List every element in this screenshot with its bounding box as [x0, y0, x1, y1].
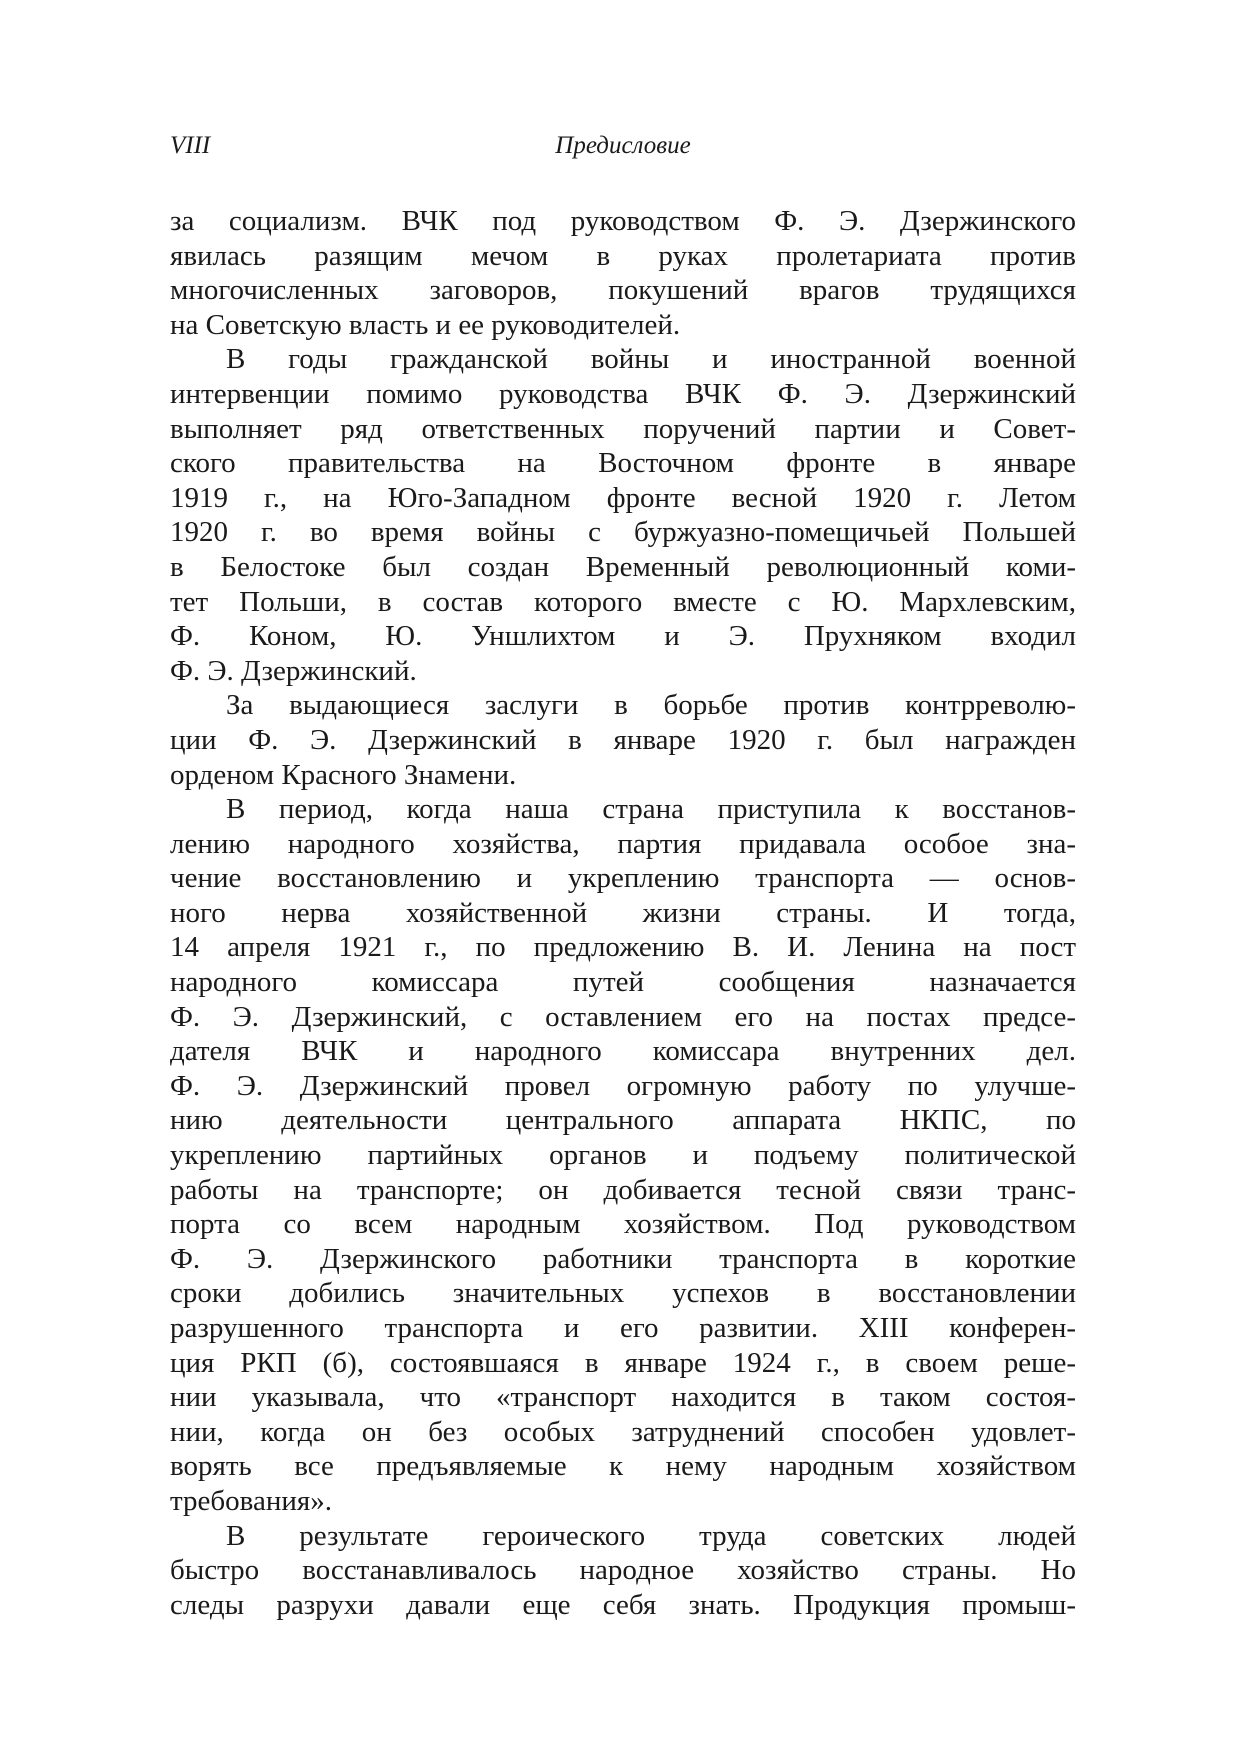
text-line: В период, когда наша страна приступила к восстанов- — [226, 793, 1076, 826]
text-line: лению народного хозяйства, партия придавала особое зна- — [170, 827, 1076, 860]
paragraph — [170, 1519, 1076, 1623]
text-line: нию деятельности центрального аппарата НКПС, по — [170, 1104, 1076, 1137]
text-line: за социализм. ВЧК под руководством Ф. Э. Дзержинского — [170, 205, 1076, 237]
text-line: интервенции помимо руководства ВЧК Ф. Э. Дзержинский — [170, 377, 1076, 410]
text-line: ного нерва хозяйственной жизни страны. И тогда, — [170, 896, 1076, 929]
text-line: выполняет ряд ответственных поручений партии и Совет- — [170, 412, 1076, 445]
page-number: VIII — [170, 132, 211, 159]
text-line: порта со всем народным хозяйством. Под руководством — [170, 1208, 1076, 1241]
text-line: За выдающиеся заслуги в борьбе против контрреволю- — [226, 689, 1076, 722]
text-line: сроки добились значительных успехов в восстановлении — [170, 1277, 1076, 1310]
text-line: следы разрухи давали еще себя знать. Продукция промыш- — [170, 1588, 1076, 1621]
text-line: 1920 г. во время войны с буржуазно-помещичьей Польшей — [170, 516, 1076, 549]
text-line: Ф. Э. Дзержинского работники транспорта в короткие — [170, 1242, 1076, 1275]
text-line: работы на транспорте; он добивается тесной связи транс- — [170, 1173, 1076, 1206]
text-line: Ф. Э. Дзержинский провел огромную работу по улучше- — [170, 1069, 1076, 1102]
text-line: многочисленных заговоров, покушений врагов трудящихся — [170, 274, 1076, 307]
text-line: нии указывала, что «транспорт находится в таком состоя- — [170, 1381, 1076, 1414]
text-line: В результате героического труда советских людей — [226, 1519, 1076, 1552]
text-line: Ф. Э. Дзержинский, с оставлением его на постах предсе- — [170, 1000, 1076, 1033]
body-text — [170, 204, 1076, 1622]
text-line: явилась разящим мечом в руках пролетариата против — [170, 239, 1076, 272]
text-line: народного комиссара путей сообщения назначается — [170, 966, 1076, 999]
text-line: нии, когда он без особых затруднений способен удовлет- — [170, 1415, 1076, 1448]
text-line: чение восстановлению и укреплению транспорта — основ- — [170, 862, 1076, 895]
text-line: в Белостоке был создан Временный революционный коми- — [170, 550, 1076, 583]
text-line: на Советскую власть и ее руководителей. — [170, 308, 681, 341]
text-line: 1919 г., на Юго-Западном фронте весной 1920 г. Летом — [170, 481, 1076, 514]
text-line: быстро восстанавливалось народное хозяйство страны. Но — [170, 1554, 1076, 1587]
text-line: ция РКП (б), состоявшаяся в январе 1924 г., в своем реше- — [170, 1346, 1076, 1379]
text-line: укреплению партийных органов и подъему политической — [170, 1139, 1076, 1172]
text-line: ворять все предъявляемые к нему народным хозяйством — [170, 1450, 1076, 1483]
text-line: ского правительства на Восточном фронте в январе — [170, 447, 1076, 480]
paragraph — [170, 792, 1076, 1518]
text-line: тет Польши, в состав которого вместе с Ю. Мархлевским, — [170, 585, 1076, 618]
section-title: Предисловие — [555, 132, 691, 159]
text-line: разрушенного транспорта и его развитии. XIII конферен- — [170, 1312, 1076, 1344]
paragraph — [170, 204, 1076, 342]
text-line: требования». — [170, 1484, 332, 1517]
text-line: 14 апреля 1921 г., по предложению В. И. Ленина на пост — [170, 931, 1076, 964]
running-header — [170, 128, 1076, 168]
paragraph — [170, 342, 1076, 688]
text-line: Ф. Коном, Ю. Уншлихтом и Э. Прухняком входил — [170, 620, 1076, 653]
text-line: Ф. Э. Дзержинский. — [170, 654, 417, 687]
paragraph — [170, 688, 1076, 792]
text-line: дателя ВЧК и народного комиссара внутренних дел. — [170, 1035, 1076, 1068]
text-line: ции Ф. Э. Дзержинский в январе 1920 г. был награжден — [170, 723, 1076, 756]
text-line: В годы гражданской войны и иностранной военной — [226, 343, 1076, 376]
text-line: орденом Красного Знамени. — [170, 758, 517, 791]
